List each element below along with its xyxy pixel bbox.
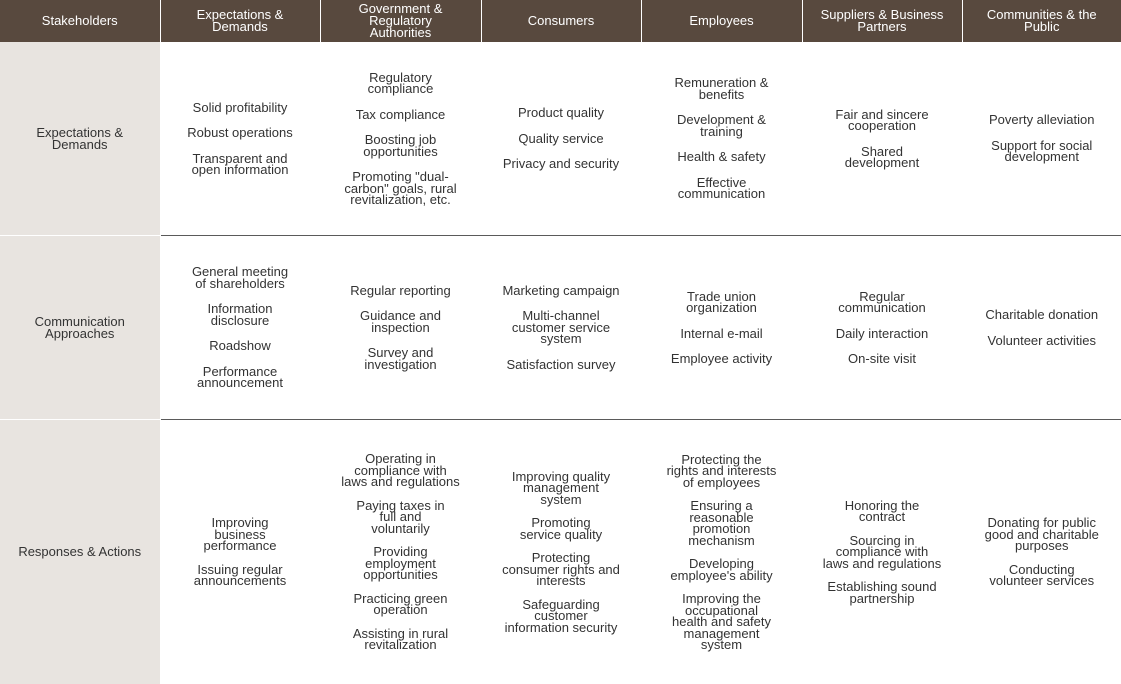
list-item: Robust operations xyxy=(187,125,293,140)
list-item: Honoring the contract xyxy=(844,497,920,525)
list-item: Product quality xyxy=(518,105,604,121)
list-item: Regular communication xyxy=(838,288,926,315)
cell-government-responses xyxy=(320,420,481,684)
list-item: Trade union organization xyxy=(686,288,757,315)
cell-suppliers-expectations xyxy=(802,42,962,236)
header-consumers: Consumers xyxy=(481,0,641,42)
list-item: Boosting job opportunities xyxy=(363,132,438,159)
list-item: Establishing sound partnership xyxy=(827,579,937,606)
list-item: Sourcing in compliance with laws and regulations xyxy=(822,532,942,571)
cell-consumers-expectations xyxy=(481,42,641,236)
header-government: Government & Regulatory Authorities xyxy=(320,0,481,42)
list-item: Solid profitability xyxy=(192,99,288,115)
row-label-communication: Communication Approaches xyxy=(0,236,160,420)
list-item: Improving business performance xyxy=(203,515,277,554)
list-item: Employee activity xyxy=(670,351,773,366)
header-suppliers: Suppliers & Business Partners xyxy=(802,0,962,42)
list-item: Shared development xyxy=(844,143,920,170)
list-item: Internal e-mail xyxy=(680,325,763,341)
list-item: Effective communication xyxy=(677,174,766,202)
cell-communities-communication xyxy=(962,236,1121,420)
cell-investors-responses xyxy=(160,420,320,684)
list-item: Transparent and open information xyxy=(191,150,289,177)
list-item: Providing employment opportunities xyxy=(363,544,438,583)
list-item: Health & safety xyxy=(677,149,766,165)
row-expectations xyxy=(0,42,1121,236)
header-row xyxy=(0,0,1121,42)
list-item: Developing employee's ability xyxy=(670,556,773,583)
row-responses xyxy=(0,420,1121,684)
list-item: Tax compliance xyxy=(355,106,446,122)
cell-communities-responses xyxy=(962,420,1121,684)
cell-government-communication xyxy=(320,236,481,420)
list-item: Regulatory compliance xyxy=(367,69,434,96)
list-item: Quality service xyxy=(518,130,604,146)
row-label-responses: Responses & Actions xyxy=(0,420,160,684)
list-item: Remuneration & benefits xyxy=(674,75,769,102)
list-item: Issuing regular announcements xyxy=(193,561,287,589)
list-item: Marketing campaign xyxy=(502,282,620,298)
list-item: Promoting "dual-carbon" goals, rural revitalization, etc. xyxy=(344,169,457,207)
cell-employees-responses xyxy=(641,420,802,684)
cell-investors-expectations xyxy=(160,42,320,236)
list-item: Survey and investigation xyxy=(364,345,437,372)
list-item: Poverty alleviation xyxy=(989,112,1095,128)
list-item: Volunteer activities xyxy=(987,332,1096,348)
list-item: Regular reporting xyxy=(350,282,451,298)
list-item: Ensuring a reasonable promotion mechanism xyxy=(688,498,755,548)
cell-employees-communication xyxy=(641,236,802,420)
header-stakeholders: Stakeholders xyxy=(0,0,160,42)
list-item: Donating for public good and charitable purposes xyxy=(984,515,1099,554)
header-investors: Expectations & Demands xyxy=(160,0,320,42)
row-communication xyxy=(0,236,1121,420)
list-item: Daily interaction xyxy=(835,325,929,341)
list-item: Support for social development xyxy=(991,137,1093,165)
list-item: Performance announcement xyxy=(196,363,283,391)
cell-investors-communication xyxy=(160,236,320,420)
list-item: Promoting service quality xyxy=(519,515,603,542)
list-item: Fair and sincere cooperation xyxy=(835,106,929,133)
list-item: Conducting volunteer services xyxy=(989,561,1095,589)
list-item: Guidance and inspection xyxy=(360,308,441,335)
cell-suppliers-communication xyxy=(802,236,962,420)
list-item: Operating in compliance with laws and regulations xyxy=(341,451,460,490)
cell-suppliers-responses xyxy=(802,420,962,684)
list-item: General meeting of shareholders xyxy=(191,264,289,291)
list-item: Protecting the rights and interests of employees xyxy=(666,451,777,490)
list-item: Practicing green operation xyxy=(353,590,448,618)
header-communities: Communities & the Public xyxy=(962,0,1121,42)
list-item: Roadshow xyxy=(209,338,271,354)
list-item: Privacy and security xyxy=(502,156,620,172)
list-item: Assisting in rural revitalization xyxy=(352,625,449,653)
cell-employees-expectations xyxy=(641,42,802,236)
list-item: Satisfaction survey xyxy=(506,356,616,372)
cell-consumers-communication xyxy=(481,236,641,420)
list-item: Charitable donation xyxy=(985,307,1099,322)
list-item: Improving quality management system xyxy=(511,468,611,507)
list-item: Multi-channel customer service system xyxy=(511,308,611,347)
list-item: Improving the occupational health and safety management system xyxy=(671,591,772,652)
list-item: Protecting consumer rights and interests xyxy=(502,550,620,589)
cell-consumers-responses xyxy=(481,420,641,684)
header-employees: Employees xyxy=(641,0,802,42)
list-item: Information disclosure xyxy=(207,301,273,328)
list-item: Development & training xyxy=(677,112,766,139)
list-item: On-site visit xyxy=(848,351,916,366)
list-item: Paying taxes in full and voluntarily xyxy=(356,497,445,536)
row-label-expectations: Expectations & Demands xyxy=(0,42,160,236)
cell-communities-expectations xyxy=(962,42,1121,236)
cell-government-expectations xyxy=(320,42,481,236)
list-item: Safeguarding customer information security xyxy=(504,596,618,635)
